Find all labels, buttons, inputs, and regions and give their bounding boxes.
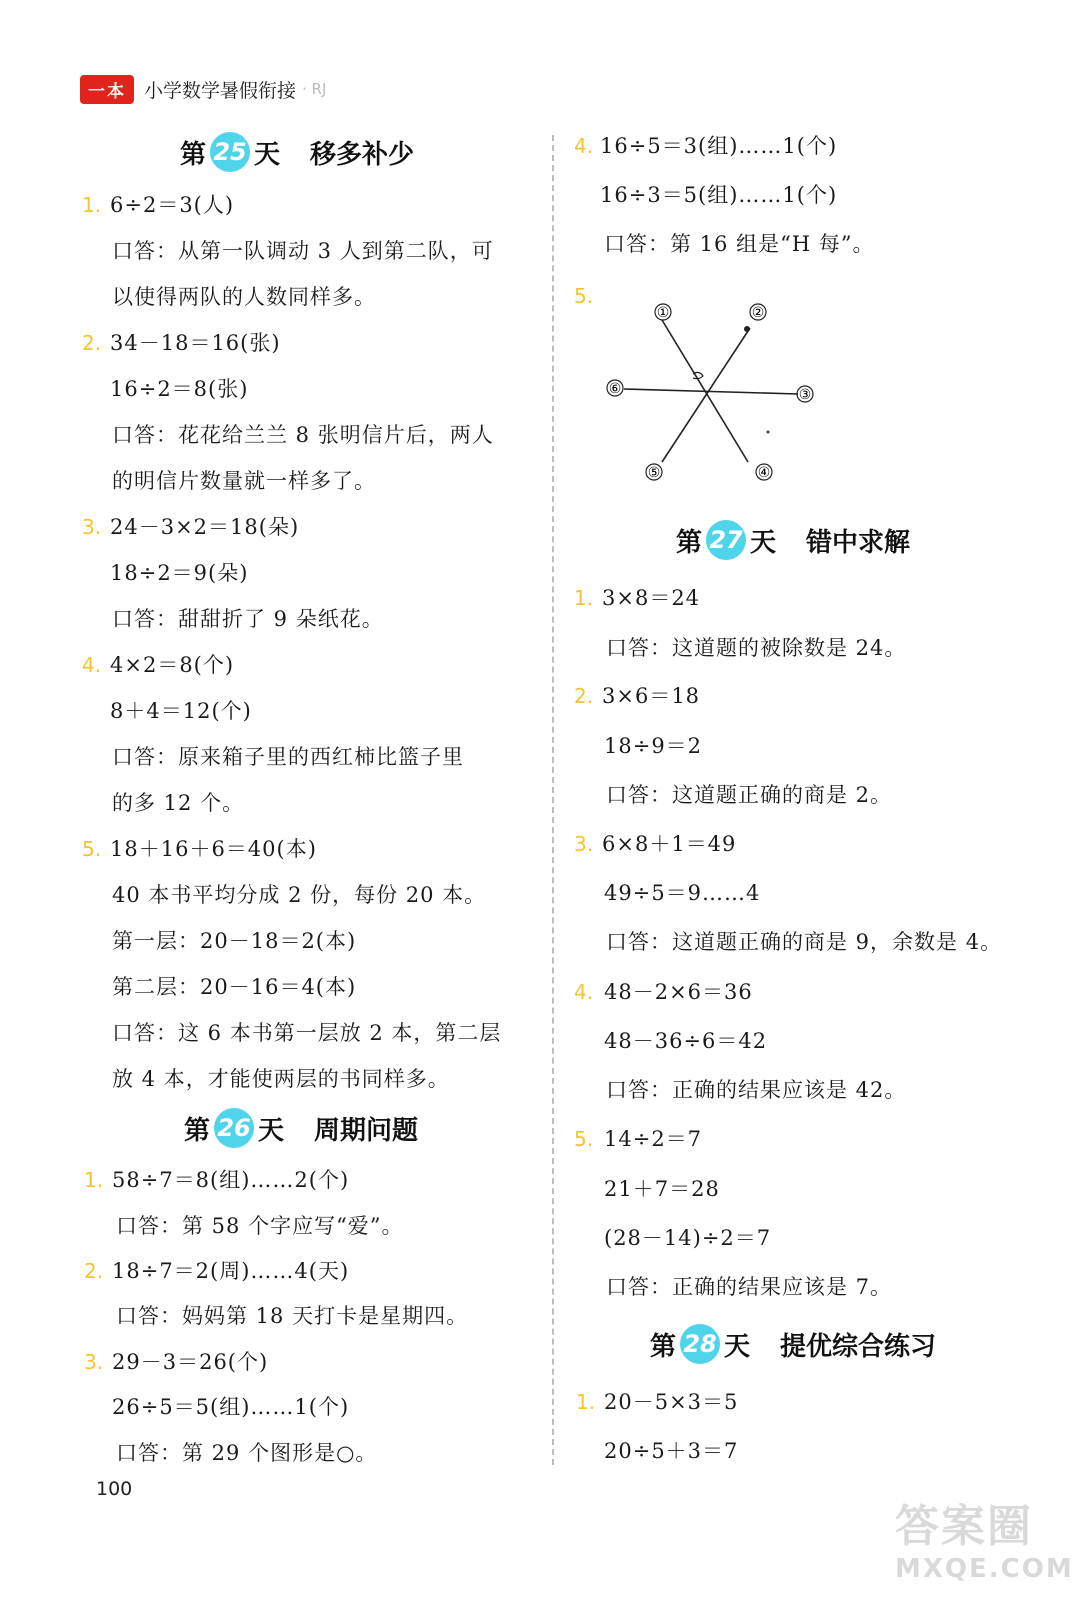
- day-28-title: 第 28 天 提优综合练习: [650, 1324, 936, 1364]
- diagram-line: [662, 328, 750, 462]
- question-number: 1.: [576, 1390, 596, 1414]
- answer-line: 29－3＝26(个): [112, 1350, 269, 1374]
- day-theme: 移多补少: [310, 139, 415, 170]
- question-number: 5.: [574, 1127, 594, 1151]
- question-number: 1.: [574, 586, 594, 610]
- answer-line: 口答：正确的结果应该是 7。: [606, 1275, 893, 1299]
- answer-line: 口答：这道题的被除数是 24。: [606, 636, 907, 660]
- answer-line: 21＋7＝28: [604, 1177, 720, 1201]
- question-number: 4.: [574, 134, 594, 158]
- answer-line: 49÷5＝9……4: [604, 881, 761, 905]
- question-number: 4.: [574, 980, 594, 1004]
- series-title: 小学数学暑假衔接: [144, 79, 297, 102]
- watermark-url: MXQE.COM: [895, 1554, 1074, 1584]
- answer-line: 18＋16＋6＝40(本): [110, 837, 317, 861]
- diagram-line: [624, 389, 798, 394]
- answer-line: 口答：这道题正确的商是 2。: [606, 783, 893, 807]
- answer-line: 放 4 本，才能使两层的书同样多。: [112, 1067, 450, 1091]
- answer-line: 34－18＝16(张): [110, 331, 281, 355]
- answer-line: 18÷7＝2(周)……4(天): [112, 1259, 350, 1283]
- answer-line: 3×8＝24: [602, 586, 701, 610]
- watermark: [895, 1490, 1074, 1590]
- diagram-label: ①: [656, 305, 670, 321]
- brand-logo: 一本: [80, 75, 134, 104]
- question-number: 3.: [82, 515, 102, 539]
- answer-line: 20－5×3＝5: [604, 1390, 739, 1414]
- page-header: [80, 74, 326, 104]
- answer-line: 20÷5＋3＝7: [604, 1439, 739, 1463]
- question-number: 3.: [574, 832, 594, 856]
- diagram-label: ⑥: [608, 381, 622, 397]
- answer-line: 6×8＋1＝49: [602, 832, 737, 856]
- question-number: 5.: [82, 837, 102, 861]
- diagram-label: ②: [751, 305, 765, 321]
- answer-line: 口答：第 58 个字应写“爱”。: [116, 1214, 404, 1238]
- answer-line: 40 本书平均分成 2 份，每份 20 本。: [112, 883, 487, 907]
- answer-line: 26÷5＝5(组)……1(个): [112, 1395, 350, 1419]
- diagram-svg: [590, 298, 830, 488]
- answer-line: 口答：花花给兰兰 8 张明信片后，两人: [112, 423, 494, 447]
- answer-line: 4×2＝8(个): [110, 653, 235, 677]
- question-number: 2.: [82, 331, 102, 355]
- answer-line: 的明信片数量就一样多了。: [112, 469, 376, 493]
- day-theme: 提优综合练习: [780, 1331, 937, 1362]
- answer-line: 口答：第 16 组是“H 每”。: [604, 232, 875, 256]
- day-number-badge: 27: [706, 520, 746, 560]
- answer-line: 口答：从第一队调动 3 人到第二队，可: [112, 239, 494, 263]
- answer-line: 24－3×2＝18(朵): [110, 515, 300, 539]
- answer-line: 口答：正确的结果应该是 42。: [606, 1078, 907, 1102]
- day-number-badge: 25: [210, 132, 250, 172]
- day-26-title: 第 26 天 周期问题: [184, 1108, 418, 1148]
- question-number: 2.: [574, 684, 594, 708]
- answer-line: 3×6＝18: [602, 684, 701, 708]
- answer-line: 口答：第 29 个图形是○。: [116, 1441, 378, 1465]
- answer-line: 16÷5＝3(组)……1(个): [600, 134, 838, 158]
- day-25-title: 第 25 天 移多补少: [180, 132, 414, 172]
- answer-line: 以使得两队的人数同样多。: [112, 285, 376, 309]
- answer-line: 6÷2＝3(人): [110, 193, 235, 217]
- answer-line: 18÷9＝2: [604, 734, 703, 758]
- diagram-angle-mark: [693, 372, 703, 378]
- answer-line: 的多 12 个。: [112, 791, 245, 815]
- answer-line: 14÷2＝7: [604, 1127, 703, 1151]
- column-divider: [552, 135, 554, 1465]
- question-number: 2.: [84, 1259, 104, 1283]
- answer-line: 第二层：20－16＝4(本): [112, 975, 357, 999]
- question-number: 3.: [84, 1350, 104, 1374]
- day-27-title: 第 27 天 错中求解: [676, 520, 910, 560]
- question-number: 1.: [82, 193, 102, 217]
- series-suffix: · RJ: [302, 80, 327, 98]
- page-number: 100: [96, 1478, 133, 1500]
- day-theme: 错中求解: [806, 527, 911, 558]
- diagram-label: ③: [798, 387, 812, 403]
- question-number: 5.: [574, 284, 594, 308]
- answer-line: 48－36÷6＝42: [604, 1029, 768, 1053]
- answer-line: 58÷7＝8(组)……2(个): [112, 1168, 350, 1192]
- day-number-badge: 28: [680, 1324, 720, 1364]
- answer-line: 8＋4＝12(个): [110, 699, 252, 723]
- answer-line: 口答：这道题正确的商是 9，余数是 4。: [606, 930, 1003, 954]
- watermark-text: 答案圈: [895, 1501, 1033, 1552]
- question-number: 4.: [82, 653, 102, 677]
- answer-line: 口答：原来箱子里的西红柿比篮子里: [112, 745, 464, 769]
- diagram-point: [767, 431, 770, 434]
- answer-line: 16÷3＝5(组)……1(个): [600, 183, 838, 207]
- answer-line: 48－2×6＝36: [604, 980, 753, 1004]
- answer-line: (28－14)÷2＝7: [604, 1226, 772, 1250]
- day-theme: 周期问题: [314, 1115, 419, 1146]
- answer-line: 口答：妈妈第 18 天打卡是星期四。: [116, 1304, 469, 1328]
- answer-line: 16÷2＝8(张): [110, 377, 249, 401]
- answer-line: 口答：这 6 本书第一层放 2 本，第二层: [112, 1021, 502, 1045]
- day-number-badge: 26: [214, 1108, 254, 1148]
- question-number: 1.: [84, 1168, 104, 1192]
- answer-line: 第一层：20－18＝2(本): [112, 929, 357, 953]
- answer-line: 18÷2＝9(朵): [110, 561, 249, 585]
- diagram-point: [744, 326, 750, 332]
- diagram-label: ⑤: [647, 465, 661, 481]
- line-intersection-diagram: [590, 298, 830, 488]
- answer-line: 口答：甜甜折了 9 朵纸花。: [112, 607, 384, 631]
- diagram-label: ④: [757, 465, 771, 481]
